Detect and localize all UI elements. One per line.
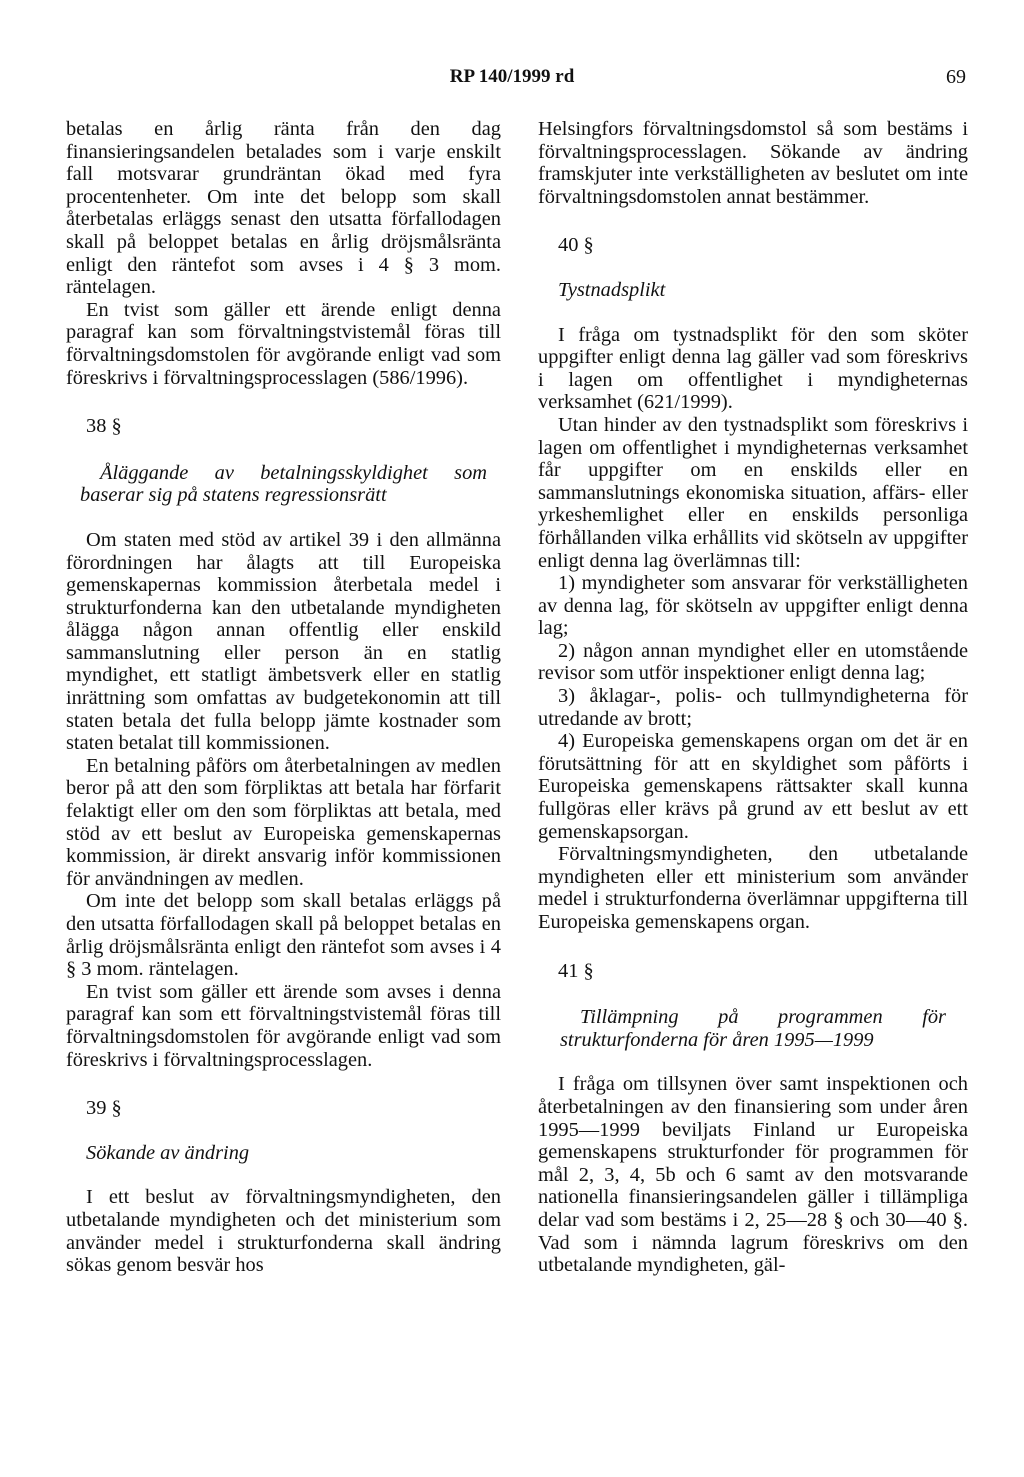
paragraph: Om staten med stöd av artikel 39 i den allmänna förordningen har ålagts att till Europeiska gemenskapernas kommission återbetala medel i strukturfonderna kan den utbetalande myndigheten ålägga någon annan offentlig eller enskild sammanslutning eller person än en statlig myndighet, ett statligt ämbetsverk eller en statlig inrättning som omfattas av budgetekonomin att till staten betala det fulla belopp jämte kostnader som staten betalat till kommissionen. (66, 528, 501, 755)
list-item: 2) någon annan myndighet eller en utomstående revisor som utför inspektioner enligt denna lag; (538, 639, 968, 685)
section-title: Tystnadsplikt (558, 278, 666, 301)
document-title: RP 140/1999 rd (449, 66, 575, 87)
paragraph: I ett beslut av förvaltningsmyndigheten, den utbetalande myndigheten och det ministerium som använder medel i strukturfonderna skall ändring sökas genom besvär hos (66, 1186, 501, 1277)
section-40 (538, 234, 968, 933)
section-number: 41 § (558, 959, 594, 982)
left-column (66, 118, 501, 1277)
paragraph-continuation: betalas en årlig ränta från den dag finansieringsandelen betalades som i varje enskilt fall motsvarar grundräntan ökad med fyra procentenheter. Om inte det belopp som skall återbetalas erläggs senast den utsatta förfallodagen skall på beloppet betalas en årlig dröjsmålsränta enligt den räntefot som avses i 4 § 3 mom. räntelagen. (66, 118, 501, 299)
section-41 (538, 960, 968, 1277)
section-number: 40 § (558, 234, 594, 257)
list-item: 1) myndigheter som ansvarar för verkställigheten av denna lag, för skötseln av uppgifter enligt denna lag; (538, 572, 968, 640)
section-39 (66, 1097, 501, 1277)
paragraph: En betalning påförs om återbetalningen av medlen beror på att den som förpliktas att betala har förfarit felaktigt eller om den som förpliktas att betala, med stöd av ett beslut av Europeiska gemenskapernas kommission, är direkt ansvarig inför kommissionen för användningen av medlen. (66, 754, 501, 890)
paragraph: I fråga om tillsynen över samt inspektionen och återbetalningen av den finansiering som under åren 1995—1999 beviljats Finland ur Europeiska gemenskapens strukturfonder för programmen för mål 2, 3, 4, 5b och 6 samt av den motsvarande nationella finansieringsandelen gäller i tillämpliga delar vad som bestäms i 2, 25—28 § och 30—40 §. Vad som i nämnda lagrum föreskrivs om den utbetalande myndigheten, gäl- (538, 1073, 968, 1277)
section-title: Tillämpning på programmen för strukturfonderna för åren 1995—1999 (560, 1006, 946, 1051)
list-item: 3) åklagar-, polis- och tullmyndigheterna för utredande av brott; (538, 685, 968, 730)
paragraph: I fråga om tystnadsplikt för den som sköter uppgifter enligt denna lag gäller vad som föreskrivs i lagen om offentlighet i myndigheternas verksamhet (621/1999). (538, 323, 968, 414)
right-column (538, 118, 968, 1277)
section-number: 38 § (86, 415, 122, 438)
page-header (0, 66, 1024, 92)
paragraph: En tvist som gäller ett ärende som avses i denna paragraf kan som ett förvaltningstvistemål föras till förvaltningsdomstolen för avgörande enligt vad som föreskrivs i förvaltningsprocesslagen. (66, 980, 501, 1071)
paragraph: Förvaltningsmyndigheten, den utbetalande myndigheten eller ett ministerium som använder medel i strukturfonderna överlämnar uppgifterna till Europeiska gemenskapens organ. (538, 843, 968, 933)
section-title: Åläggande av betalningsskyldighet som baserar sig på statens regressionsrätt (80, 461, 487, 507)
paragraph: Om inte det belopp som skall betalas erläggs på den utsatta förfallodagen skall på beloppet betalas en årlig dröjsmålsränta enligt den räntefot som avses i 4 § 3 mom. räntelagen. (66, 890, 501, 981)
paragraph: Utan hinder av den tystnadsplikt som föreskrivs i lagen om offentlighet i myndigheternas verksamhet får uppgifter om en enskilds eller en sammanslutnings ekonomiska situation, affärs- eller yrkeshemlighet eller en enskilds personliga förhållanden vilka erhållits vid skötseln av uppgifter enligt denna lag överlämnas till: (538, 413, 968, 572)
paragraph: En tvist som gäller ett ärende enligt denna paragraf kan som förvaltningstvistemål föras till förvaltningsdomstolen för avgörande enligt vad som föreskrivs i förvaltningsprocesslagen (586/1996). (66, 298, 501, 389)
section-38 (66, 415, 501, 1071)
page-number: 69 (946, 66, 966, 88)
section-number: 39 § (86, 1097, 122, 1120)
section-title: Sökande av ändring (86, 1141, 250, 1164)
list-item: 4) Europeiska gemenskapens organ om det är en förutsättning för att en skyldighet som påförts i Europeiska gemenskapens rättsakter skall kunna fullgöras eller krävs på grund av ett beslut av ett gemenskapsorgan. (538, 730, 968, 843)
paragraph-continuation: Helsingfors förvaltningsdomstol så som bestäms i förvaltningsprocesslagen. Sökande av ändring framskjuter inte verkställigheten av beslutet om inte förvaltningsdomstolen annat bestämmer. (538, 118, 968, 208)
